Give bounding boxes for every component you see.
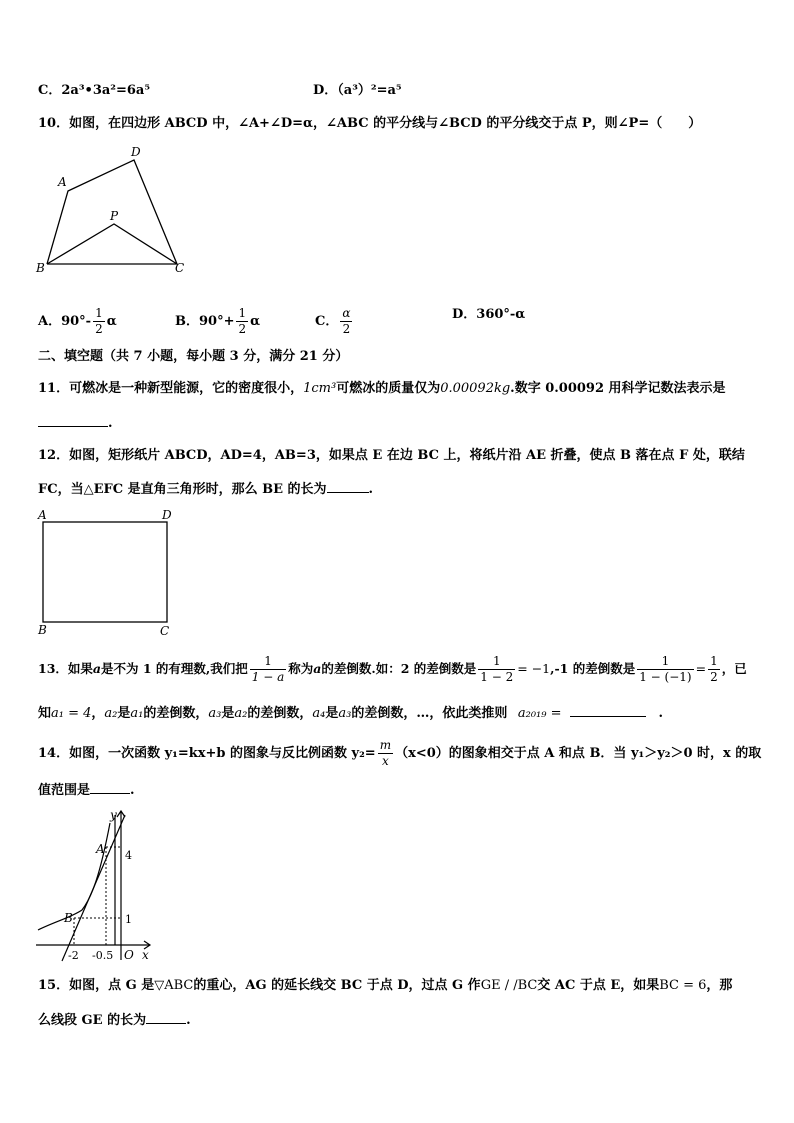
q10-label-c: C [175, 261, 185, 275]
q11-answer-blank[interactable] [38, 413, 108, 427]
q12-label-b: B [38, 623, 47, 637]
q14-label-a: A [96, 842, 105, 856]
q15-stem-line2: 么线段 GE 的长为 . [38, 1010, 191, 1030]
q10-label-b: B [36, 261, 45, 275]
q14-label-b: B [64, 911, 73, 925]
q14-label-origin: O [124, 948, 134, 962]
q15-answer-blank[interactable] [146, 1010, 186, 1024]
q10-label-p: P [110, 209, 119, 223]
q13-answer-blank[interactable] [570, 703, 646, 717]
q9-option-c: C．2a³•3a²=6a⁵ [38, 83, 151, 98]
q14-stem-line1: 14．如图，一次函数 y₁=kx+b 的图象与反比例函数 y₂= $\frac{m}{x}$ （x<0）的图象相交于点 A 和点 B．当 y₁＞y₂＞0 时，x 的取 [38, 738, 762, 768]
q14-label-4: 4 [125, 849, 132, 862]
q12-label-d: D [162, 508, 172, 522]
q14-function-graph [34, 805, 164, 965]
q12-rectangle [43, 522, 167, 622]
q14-hyperbola-curve [38, 823, 110, 930]
q14-label-minus-2: -2 [68, 949, 79, 962]
q15-stem-line1: 15．如图，点 G 是▽ABC的重心，AG 的延长线交 BC 于点 D，过点 G 作GE / /BC交 AC 于点 E，如果BC = 6，那 [38, 978, 733, 993]
section-heading-fill-blank: 二、填空题（共 7 小题，每小题 3 分，满分 21 分） [38, 349, 349, 364]
q12-stem-line1: 12．如图，矩形纸片 ABCD，AD=4，AB=3，如果点 E 在边 BC 上，将纸片沿 AE 折叠，使点 B 落在点 F 处，联结 [38, 448, 745, 463]
q13-stem-line2: 知a₁ = 4，a₂是a₁的差倒数，a₃是a₂的差倒数，a₄是a₃的差倒数，…，依此类推则 a₂₀₁₉ = . [38, 703, 663, 723]
q10-option-d: D．360°-α [452, 307, 526, 322]
q12-label-a: A [38, 508, 47, 522]
q10-stem: 10．如图，在四边形 ABCD 中，∠A+∠D=α，∠ABC 的平分线与∠BCD 的平分线交于点 P，则∠P=（ ） [38, 116, 702, 131]
q12-rectangle-figure [34, 506, 184, 640]
q10-label-d: D [131, 145, 141, 159]
q10-quadrilateral-figure [30, 140, 200, 280]
q10-option-c: C． $\frac{\alpha}{2}$ [315, 306, 351, 336]
q12-stem-line2: FC，当△EFC 是直角三角形时，那么 BE 的长为 . [38, 479, 373, 499]
q14-label-1: 1 [125, 913, 132, 926]
q12-answer-blank[interactable] [327, 479, 369, 493]
q11-stem: 11．可燃冰是一种新型能源，它的密度很小，1cm³可燃冰的质量仅为0.00092kg.数字 0.00092 用科学记数法表示是 [38, 381, 726, 396]
q10-option-a: A．90°- $\frac{1}{2}$ α [38, 306, 117, 336]
q14-label-x: x [142, 948, 149, 962]
q10-label-a: A [58, 175, 67, 189]
q14-label-minus-0-5: -0.5 [92, 949, 114, 962]
q14-label-y: y [110, 808, 117, 822]
q12-label-c: C [160, 624, 170, 638]
q13-stem-line1: 13．如果a是不为 1 的有理数,我们把 $\frac{1}{1 - a}$ 称为a的差倒数.如：2 的差倒数是 $\frac{1}{1 - 2}$ = −1,-1 的差倒数是 $\frac{1}{1 - (-1)}$ = $\frac{1}{2}$ ，已 [38, 654, 747, 684]
q10-bisectors [47, 224, 177, 264]
q9-option-d: D．（a³）²=a⁵ [313, 83, 402, 98]
q14-stem-line2: 值范围是 . [38, 780, 135, 800]
q10-option-b: B．90°+ $\frac{1}{2}$ α [175, 306, 261, 336]
q11-answer-line: . [38, 413, 113, 433]
q14-answer-blank[interactable] [90, 780, 130, 794]
